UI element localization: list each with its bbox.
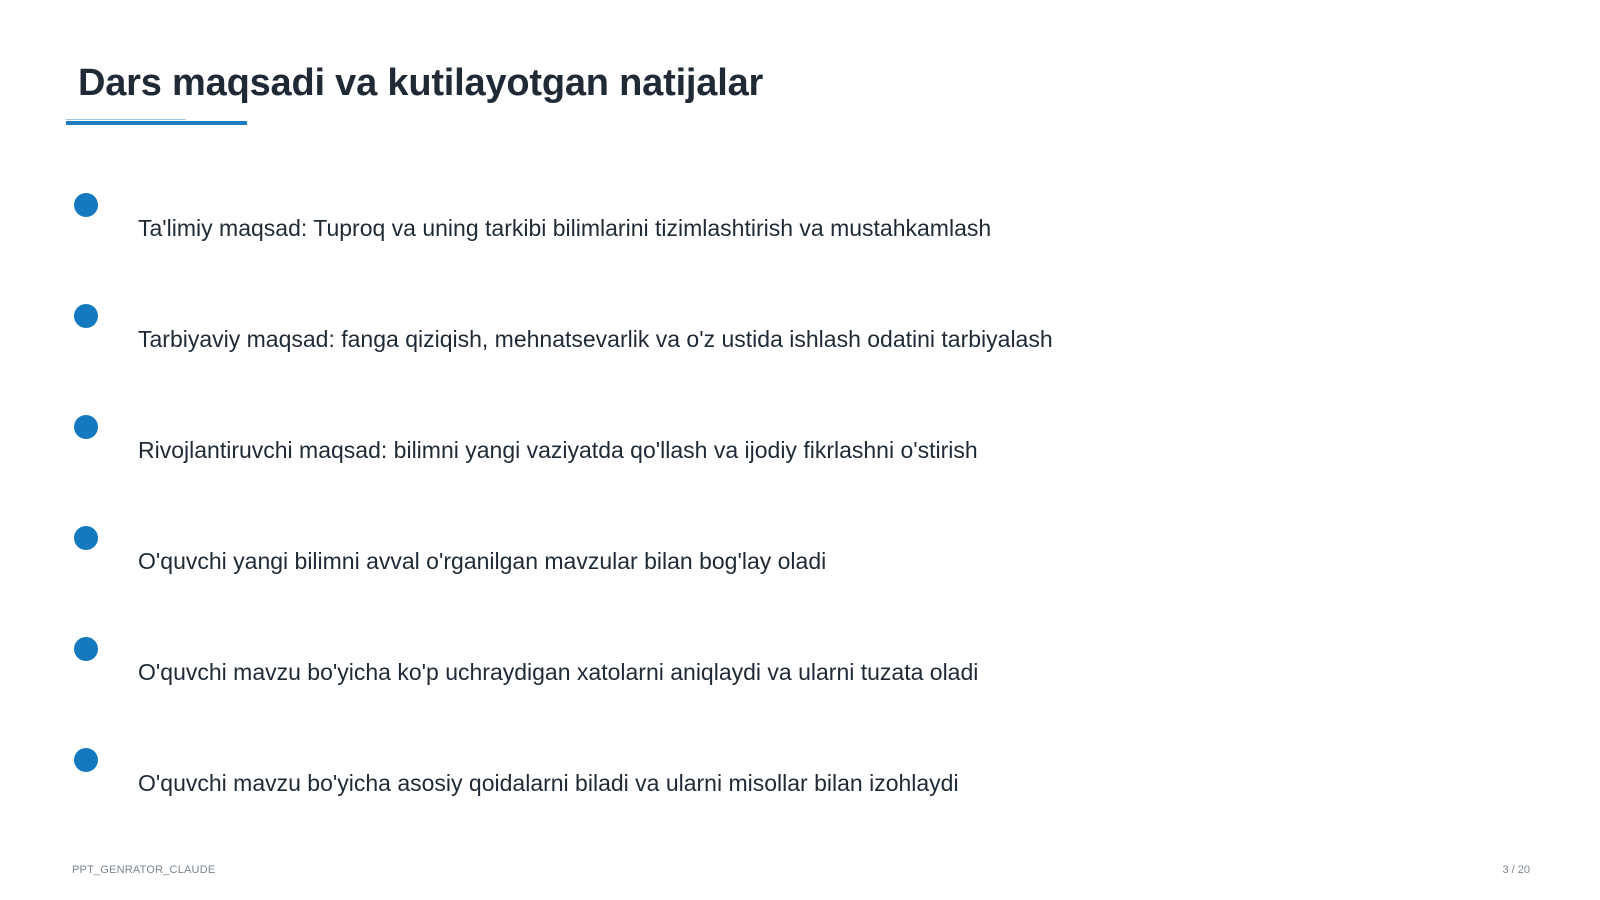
bullet-dot-icon bbox=[74, 637, 98, 661]
bullet-dot-icon bbox=[74, 748, 98, 772]
slide-title: Dars maqsadi va kutilayotgan natijalar bbox=[78, 62, 764, 104]
bullet-text: O'quvchi yangi bilimni avval o'rganilgan mavzular bilan bog'lay oladi bbox=[138, 548, 827, 574]
bullet-dot-icon bbox=[74, 526, 98, 550]
bullet-text: O'quvchi mavzu bo'yicha asosiy qoidalarni biladi va ularni misollar bilan izohlaydi bbox=[138, 770, 959, 796]
bullet-text: Rivojlantiruvchi maqsad: bilimni yangi vaziyatda qo'llash va ijodiy fikrlashni o'stirish bbox=[138, 437, 978, 463]
list-item bbox=[74, 526, 1474, 606]
list-item bbox=[74, 304, 1474, 384]
footer-brand: PPT_GENRATOR_CLAUDE bbox=[72, 864, 216, 876]
list-item bbox=[74, 415, 1474, 495]
bullet-text: Tarbiyaviy maqsad: fanga qiziqish, mehnatsevarlik va o'z ustida ishlash odatini tarbiyalash bbox=[138, 326, 1053, 352]
bullet-text: O'quvchi mavzu bo'yicha ko'p uchraydigan xatolarni aniqlaydi va ularni tuzata oladi bbox=[138, 659, 979, 685]
page-indicator: 3 / 20 bbox=[1502, 864, 1530, 876]
bullet-dot-icon bbox=[74, 415, 98, 439]
bullet-text: Ta'limiy maqsad: Tuproq va uning tarkibi bilimlarini tizimlashtirish va mustahkamlash bbox=[138, 215, 992, 241]
list-item bbox=[74, 637, 1474, 717]
bullet-dot-icon bbox=[74, 304, 98, 328]
list-item bbox=[74, 193, 1474, 273]
bullet-dot-icon bbox=[74, 193, 98, 217]
list-item bbox=[74, 748, 1474, 828]
